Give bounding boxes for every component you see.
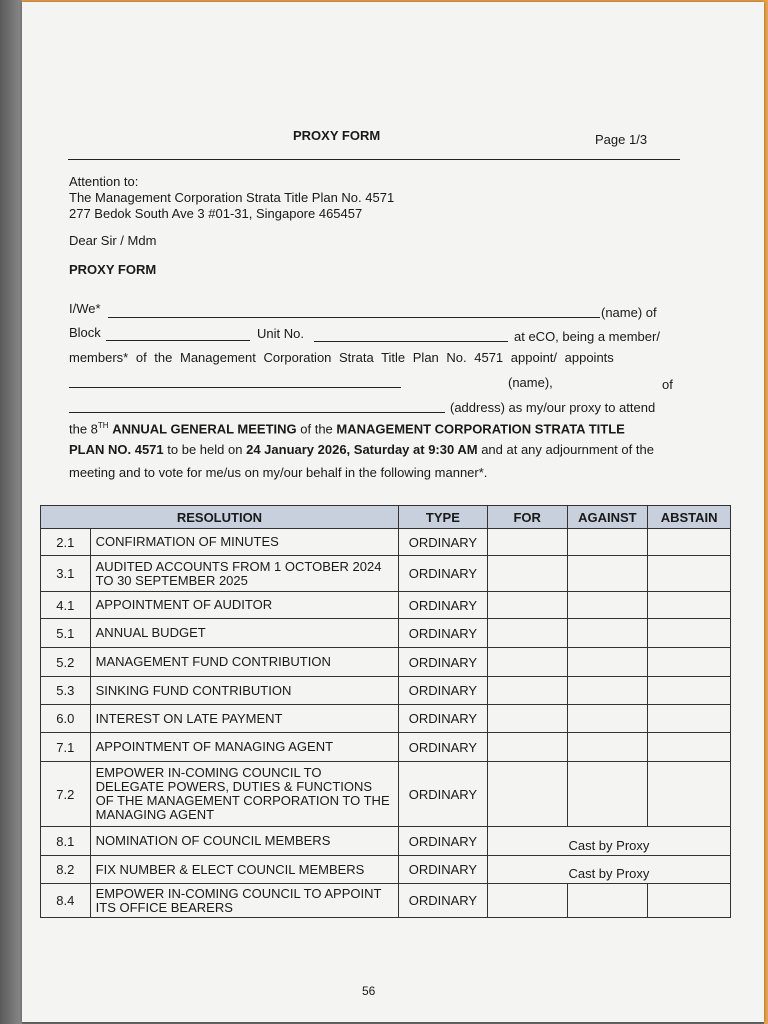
vote-against-cell[interactable] (567, 619, 648, 648)
block-label: Block (69, 325, 101, 340)
resolution-number: 7.2 (41, 762, 91, 827)
vote-abstain-cell[interactable] (648, 592, 731, 619)
resolution-number: 3.1 (41, 556, 91, 592)
header-page-indicator: Page 1/3 (595, 132, 648, 147)
header-title: PROXY FORM (293, 128, 381, 143)
resolution-type: ORDINARY (398, 705, 487, 733)
resolution-text: EMPOWER IN-COMING COUNCIL TO APPOINT ITS OFFICE BEARERS (90, 884, 398, 918)
vote-abstain-cell[interactable] (648, 884, 731, 918)
table-row (41, 827, 731, 856)
plan-no-text: PLAN NO. 4571 (69, 442, 164, 457)
resolution-text: APPOINTMENT OF MANAGING AGENT (90, 733, 398, 762)
resolution-type: ORDINARY (398, 556, 487, 592)
name-of-label: (name) of (601, 305, 657, 320)
table-row (41, 762, 731, 827)
resolution-number: 2.1 (41, 529, 91, 556)
table-row (41, 705, 731, 733)
vote-abstain-cell[interactable] (648, 705, 731, 733)
document-page (22, 2, 764, 1022)
attention-line2: 277 Bedok South Ave 3 #01-31, Singapore 465457 (69, 206, 363, 221)
resolution-number: 8.4 (41, 884, 91, 918)
table-row (41, 529, 731, 556)
of-the-text: of the (300, 421, 333, 437)
resolution-text: ANNUAL BUDGET (90, 619, 398, 648)
vote-for-cell[interactable] (487, 884, 567, 918)
vote-against-cell[interactable] (567, 529, 648, 556)
table-row (41, 619, 731, 648)
at-eco-text: at eCO, being a member/ (514, 329, 660, 344)
meeting-line: meeting and to vote for me/us on my/our behalf in the following manner*. (69, 465, 488, 480)
vote-for-cell[interactable] (487, 529, 567, 556)
resolution-number: 5.3 (41, 677, 91, 705)
vote-for-cell[interactable] (487, 619, 567, 648)
held-on-text: to be held on (167, 442, 243, 457)
attention-label: Attention to: (69, 174, 139, 189)
resolution-table (40, 505, 731, 918)
plan-line (69, 442, 654, 458)
resolution-text: SINKING FUND CONTRIBUTION (90, 677, 398, 705)
table-row (41, 884, 731, 918)
table-row (41, 556, 731, 592)
agm-line (69, 418, 625, 437)
salutation: Dear Sir / Mdm (69, 233, 157, 248)
resolution-type: ORDINARY (398, 884, 487, 918)
the-8-text: the 8 (69, 421, 98, 437)
resolution-type: ORDINARY (398, 856, 487, 884)
resolution-text: APPOINTMENT OF AUDITOR (90, 592, 398, 619)
resolution-text: CONFIRMATION OF MINUTES (90, 529, 398, 556)
proxy-address-field[interactable] (69, 412, 445, 413)
resolution-type: ORDINARY (398, 529, 487, 556)
resolution-type: ORDINARY (398, 592, 487, 619)
scanner-edge-left (0, 0, 22, 1024)
resolution-number: 7.1 (41, 733, 91, 762)
vote-abstain-cell[interactable] (648, 529, 731, 556)
table-row (41, 677, 731, 705)
resolution-text: NOMINATION OF COUNCIL MEMBERS (90, 827, 398, 856)
vote-abstain-cell[interactable] (648, 762, 731, 827)
vote-for-cell[interactable] (487, 733, 567, 762)
vote-against-cell[interactable] (567, 705, 648, 733)
table-header-row (41, 506, 731, 529)
vote-abstain-cell[interactable] (648, 733, 731, 762)
unit-field[interactable] (314, 341, 508, 342)
vote-against-cell[interactable] (567, 733, 648, 762)
vote-against-cell[interactable] (567, 677, 648, 705)
table-row (41, 592, 731, 619)
resolution-number: 5.1 (41, 619, 91, 648)
vote-for-cell[interactable] (487, 648, 567, 677)
vote-abstain-cell[interactable] (648, 556, 731, 592)
proxy-name-label: (name), (508, 375, 553, 390)
table-row (41, 648, 731, 677)
address-line: (address) as my/our proxy to attend (450, 400, 656, 415)
header-resolution: RESOLUTION (41, 506, 399, 529)
header-rule (68, 159, 680, 160)
vote-against-cell[interactable] (567, 884, 648, 918)
members-line: members* of the Management Corporation Strata Title Plan No. 4571 appoint/ appoints (69, 350, 614, 365)
vote-against-cell[interactable] (567, 648, 648, 677)
vote-for-cell[interactable] (487, 762, 567, 827)
resolution-type: ORDINARY (398, 762, 487, 827)
resolution-type: ORDINARY (398, 827, 487, 856)
scanner-edge-right (764, 0, 768, 1024)
vote-for-cell[interactable] (487, 677, 567, 705)
resolution-number: 6.0 (41, 705, 91, 733)
proxy-name-field[interactable] (69, 387, 401, 388)
attention-line1: The Management Corporation Strata Title Plan No. 4571 (69, 190, 395, 205)
th-superscript: TH (97, 421, 109, 430)
table-row (41, 856, 731, 884)
resolution-text: EMPOWER IN-COMING COUNCIL TO DELEGATE POWERS, DUTIES & FUNCTIONS OF THE MANAGEMENT CORPORATION TO THE MANAGING AGENT (90, 762, 398, 827)
cast-by-proxy-cell: Cast by Proxy (487, 827, 730, 856)
unit-label: Unit No. (257, 326, 304, 341)
adjourn-text: and at any adjournment of the (481, 442, 654, 457)
resolution-number: 4.1 (41, 592, 91, 619)
meeting-date: 24 January 2026, Saturday at 9:30 AM (246, 442, 478, 457)
proxy-of-label: of (662, 377, 673, 392)
agm-text: ANNUAL GENERAL MEETING (112, 421, 297, 437)
resolution-text: AUDITED ACCOUNTS FROM 1 OCTOBER 2024 TO 30 SEPTEMBER 2025 (90, 556, 398, 592)
resolution-number: 8.1 (41, 827, 91, 856)
mcst-text: MANAGEMENT CORPORATION STRATA TITLE (336, 421, 625, 437)
vote-against-cell[interactable] (567, 762, 648, 827)
vote-abstain-cell[interactable] (648, 648, 731, 677)
vote-for-cell[interactable] (487, 592, 567, 619)
header-for: FOR (487, 506, 567, 529)
vote-for-cell[interactable] (487, 705, 567, 733)
vote-abstain-cell[interactable] (648, 677, 731, 705)
resolution-text: FIX NUMBER & ELECT COUNCIL MEMBERS (90, 856, 398, 884)
resolution-number: 8.2 (41, 856, 91, 884)
vote-for-cell[interactable] (487, 556, 567, 592)
resolution-text: MANAGEMENT FUND CONTRIBUTION (90, 648, 398, 677)
resolution-type: ORDINARY (398, 733, 487, 762)
vote-abstain-cell[interactable] (648, 619, 731, 648)
header-abstain: ABSTAIN (648, 506, 731, 529)
resolution-number: 5.2 (41, 648, 91, 677)
iwe-name-field[interactable] (108, 317, 600, 318)
resolution-text: INTEREST ON LATE PAYMENT (90, 705, 398, 733)
header-against: AGAINST (567, 506, 648, 529)
resolution-type: ORDINARY (398, 619, 487, 648)
iwe-label: I/We* (69, 301, 101, 316)
resolution-type: ORDINARY (398, 648, 487, 677)
resolution-type: ORDINARY (398, 677, 487, 705)
table-row (41, 733, 731, 762)
page-number: 56 (362, 984, 376, 998)
vote-against-cell[interactable] (567, 592, 648, 619)
cast-by-proxy-cell: Cast by Proxy (487, 856, 730, 884)
block-field[interactable] (106, 340, 250, 341)
vote-against-cell[interactable] (567, 556, 648, 592)
header-type: TYPE (398, 506, 487, 529)
section-title: PROXY FORM (69, 262, 157, 277)
